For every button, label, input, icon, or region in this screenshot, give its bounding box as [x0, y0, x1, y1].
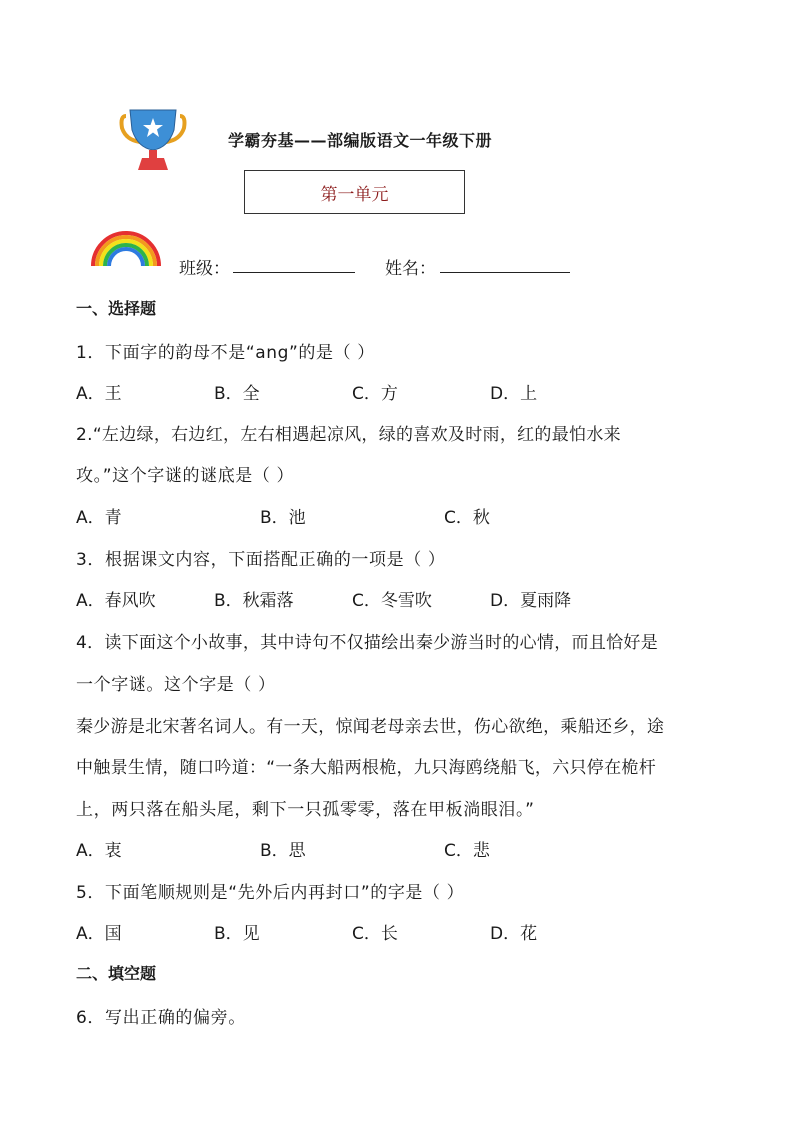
q3-option-a[interactable]: A．春风吹 [76, 591, 156, 611]
question-4-line1: 4．读下面这个小故事，其中诗句不仅描绘出秦少游当时的心情，而且恰好是 [76, 633, 659, 653]
q4-option-b[interactable]: B．思 [260, 841, 306, 861]
question-5: 5．下面笔顺规则是“先外后内再封口”的字是（ ） [76, 883, 465, 903]
q5-option-b[interactable]: B．见 [214, 924, 260, 944]
unit-box [244, 170, 465, 214]
q4-option-c[interactable]: C．悲 [444, 841, 490, 861]
story-line3: 上，两只落在船头尾，剩下一只孤零零，落在甲板淌眼泪。” [76, 800, 535, 820]
q2-option-b[interactable]: B．池 [260, 508, 306, 528]
question-4-line2: 一个字谜。这个字是（ ） [76, 675, 276, 695]
question-6: 6．写出正确的偏旁。 [76, 1008, 246, 1028]
unit-label: 第一单元 [320, 184, 389, 205]
q3-option-b[interactable]: B．秋霜落 [214, 591, 294, 611]
name-field [385, 254, 436, 279]
q1-option-d[interactable]: D．上 [490, 384, 538, 404]
q5-option-c[interactable]: C．长 [352, 924, 398, 944]
section-choice-title: 一、选择题 [76, 299, 157, 318]
q5-option-a[interactable]: A．国 [76, 924, 122, 944]
question-2-line1: 2.“左边绿，右边红，左右相遇起凉风，绿的喜欢及时雨，红的最怕水来 [76, 425, 621, 445]
q3-option-c[interactable]: C．冬雪吹 [352, 591, 432, 611]
rainbow-icon [88, 228, 164, 268]
q1-option-a[interactable]: A．王 [76, 384, 122, 404]
story-line1: 秦少游是北宋著名词人。有一天，惊闻老母亲去世，伤心欲绝，乘船还乡，途 [76, 717, 665, 737]
class-field [179, 254, 230, 279]
page-title: 学霸夯基——部编版语文一年级下册 [228, 131, 493, 150]
question-1: 1．下面字的韵母不是“ang”的是（ ） [76, 343, 375, 363]
q3-option-d[interactable]: D．夏雨降 [490, 591, 572, 611]
class-label: 班级： [179, 259, 230, 279]
q1-option-b[interactable]: B．全 [214, 384, 260, 404]
question-2-line2: 攻。”这个字谜的谜底是（ ） [76, 466, 295, 486]
q1-option-c[interactable]: C．方 [352, 384, 398, 404]
class-input-line[interactable] [233, 252, 355, 273]
name-input-line[interactable] [440, 252, 570, 273]
section-fill-title: 二、填空题 [76, 964, 157, 983]
trophy-icon [118, 108, 188, 170]
q5-option-d[interactable]: D．花 [490, 924, 538, 944]
question-3: 3．根据课文内容，下面搭配正确的一项是（ ） [76, 550, 446, 570]
name-label: 姓名： [385, 259, 436, 279]
q4-option-a[interactable]: A．衷 [76, 841, 122, 861]
story-line2: 中触景生情，随口吟道：“一条大船两根桅，九只海鸥绕船飞，六只停在桅杆 [76, 758, 657, 778]
q2-option-a[interactable]: A．青 [76, 508, 122, 528]
q2-option-c[interactable]: C．秋 [444, 508, 490, 528]
